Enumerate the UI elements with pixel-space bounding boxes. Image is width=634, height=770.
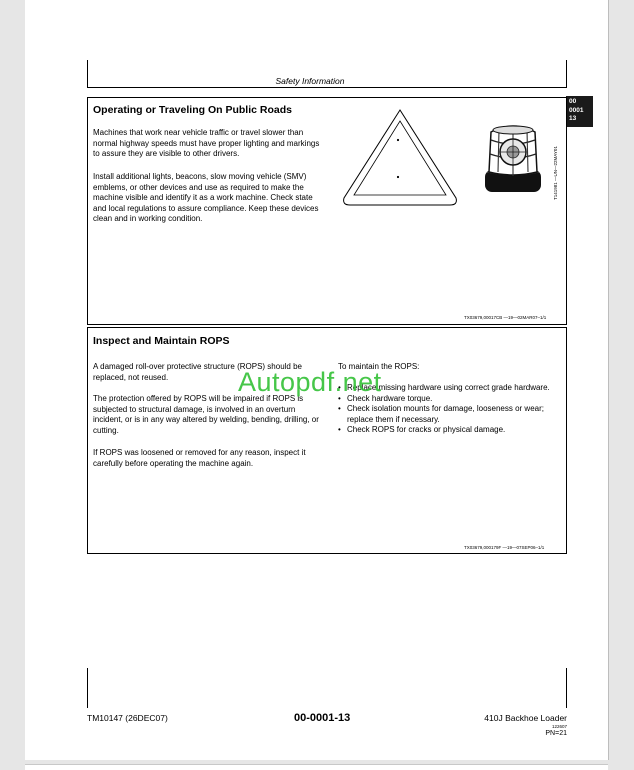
section2-bottom-rule	[87, 553, 567, 554]
section1-title: Operating or Traveling On Public Roads	[93, 104, 292, 116]
beacon-light-icon	[479, 120, 547, 196]
section2-doc-ref: TX03679,000179F —19—07SEP06–1/1	[464, 545, 545, 550]
section1-top-rule	[87, 97, 567, 98]
section2-paragraph-2: The protection offered by ROPS will be impaired if ROPS is subjected to structural damage, is involved in an overturn incident, or is in any way altered by welding, bending, drilling, or cutting.	[93, 394, 319, 435]
footer-page-number: PN=21	[545, 730, 567, 737]
header-right-rule	[566, 60, 567, 87]
smv-emblem-icon	[340, 106, 460, 209]
section-tab	[566, 96, 593, 127]
watermark: Autopdf.net	[238, 367, 382, 397]
section2-paragraph-1: A damaged roll-over protective structure (ROPS) should be replaced, not reused.	[93, 362, 302, 382]
section2-right-rule	[566, 327, 567, 554]
header-bottom-rule	[87, 87, 567, 88]
section1-image-ref: T141981 —UN—22MAY01	[553, 146, 558, 200]
list-item: • Check ROPS for cracks or physical damage.	[338, 425, 560, 436]
section2-right-intro: To maintain the ROPS:	[338, 362, 420, 371]
footer-date-code: 122607	[551, 724, 567, 729]
list-item: • Replace missing hardware using correct grade hardware.	[338, 383, 560, 394]
section1-bottom-rule	[87, 324, 567, 325]
list-item: • Check isolation mounts for damage, looseness or wear; replace them if necessary.	[338, 404, 560, 425]
next-page-edge	[25, 764, 608, 770]
section1-left-rule	[87, 97, 88, 325]
tab-line-1: 00	[569, 98, 577, 105]
section1-right-rule	[566, 97, 567, 325]
footer-manual-number: TM10147 (26DEC07)	[87, 713, 168, 723]
tab-line-3: 13	[569, 115, 577, 122]
section1-doc-ref: TX03679,00017CB —19—02MAR07–1/1	[464, 315, 547, 320]
list-item: • Check hardware torque.	[338, 394, 560, 405]
section1-paragraph-1: Machines that work near vehicle traffic or travel slower than normal highway speeds must have proper lighting and markings to assure they are visible to other drivers.	[93, 128, 320, 158]
footer-machine-name: 410J Backhoe Loader	[484, 713, 567, 723]
section1-paragraph-2: Install additional lights, beacons, slow moving vehicle (SMV) emblems, or other devices and use as required to make the machine visible and identify it as a work machine. Check state and local regulations to assure compliance. Keep these devices clean and in working condition.	[93, 172, 319, 223]
tab-line-2: 0001	[569, 106, 584, 114]
section2-paragraph-3: If ROPS was loosened or removed for any reason, inspect it carefully before operating the machine again.	[93, 448, 306, 468]
section2-title: Inspect and Maintain ROPS	[93, 335, 230, 347]
header-title: Safety Information	[275, 76, 345, 86]
footer-page-code: 00-0001-13	[294, 712, 351, 724]
section2-top-rule	[87, 327, 567, 328]
footer-left-rule	[87, 668, 88, 708]
footer-right-rule	[566, 668, 567, 708]
section2-left-rule	[87, 327, 88, 554]
